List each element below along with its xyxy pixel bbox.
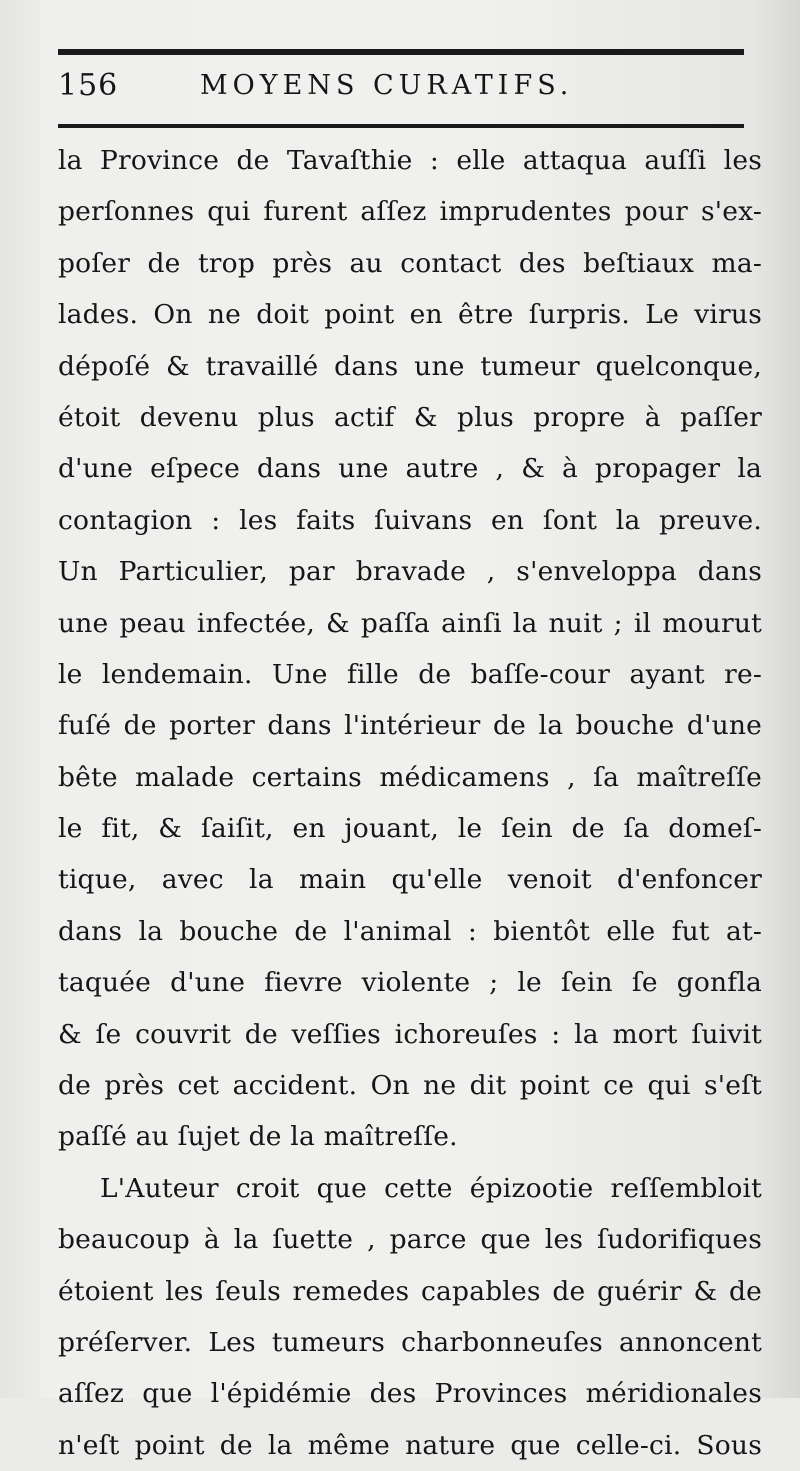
page-header (58, 64, 744, 110)
text-line: le lendemain. Une fille de baſſe-cour ayant re- (58, 658, 762, 690)
text-line: & ſe couvrit de veſſies ichoreuſes : la mort ſuivit (58, 1018, 762, 1050)
text-line: Un Particulier, par bravade , s'enveloppa dans (58, 556, 762, 588)
text-line: lades. On ne doit point en être ſurpris. Le virus (58, 299, 762, 331)
text-line: d'une eſpece dans une autre , & à propager la (58, 453, 762, 485)
text-line: tique, avec la main qu'elle venoit d'enfoncer (58, 864, 762, 896)
header-top-rule (58, 49, 744, 55)
text-line: contagion : les faits ſuivans en ſont la preuve. (58, 504, 762, 536)
text-line: paſſé au ſujet de la maîtreſſe. (58, 1121, 458, 1153)
text-line: préſerver. Les tumeurs charbonneuſes annoncent (58, 1326, 762, 1358)
header-bottom-rule (58, 124, 744, 128)
text-line: perſonnes qui furent aſſez imprudentes pour s'ex- (58, 196, 762, 228)
text-line: fuſé de porter dans l'intérieur de la bouche d'une (58, 710, 762, 742)
text-line: étoient les ſeuls remedes capables de guérir & de (58, 1275, 762, 1307)
text-line: beaucoup à la ſuette , parce que les ſudorifiques (58, 1224, 762, 1256)
running-title: MOYENS CURATIFS. (200, 70, 574, 101)
text-line: une peau infectée, & paſſa ainſi la nuit ; il mourut (58, 607, 762, 639)
text-line: étoit devenu plus actif & plus propre à paſſer (58, 401, 762, 433)
page-number: 156 (58, 68, 119, 103)
text-line: aſſez que l'épidémie des Provinces méridionales (58, 1378, 762, 1410)
text-line: le fit, & ſaiſit, en jouant, le ſein de ſa domeſ- (58, 813, 762, 845)
text-line: poſer de trop près au contact des beſtiaux ma- (58, 247, 762, 279)
text-line: de près cet accident. On ne dit point ce qui s'eſt (58, 1070, 762, 1102)
text-line: la Province de Tavaſthie : elle attaqua auſſi les (58, 145, 762, 176)
text-line: dans la bouche de l'animal : bientôt elle fut at- (58, 915, 762, 947)
body-text (58, 135, 762, 1471)
text-line: n'eſt point de la même nature que celle-ci. Sous (58, 1429, 762, 1461)
text-line: dépoſé & travaillé dans une tumeur quelconque, (58, 350, 762, 382)
text-line: L'Auteur croit que cette épizootie reſſembloit (100, 1172, 762, 1204)
text-line: taquée d'une fievre violente ; le ſein ſe gonfla (58, 967, 762, 999)
text-line: bête malade certains médicamens , ſa maîtreſſe (58, 761, 762, 793)
